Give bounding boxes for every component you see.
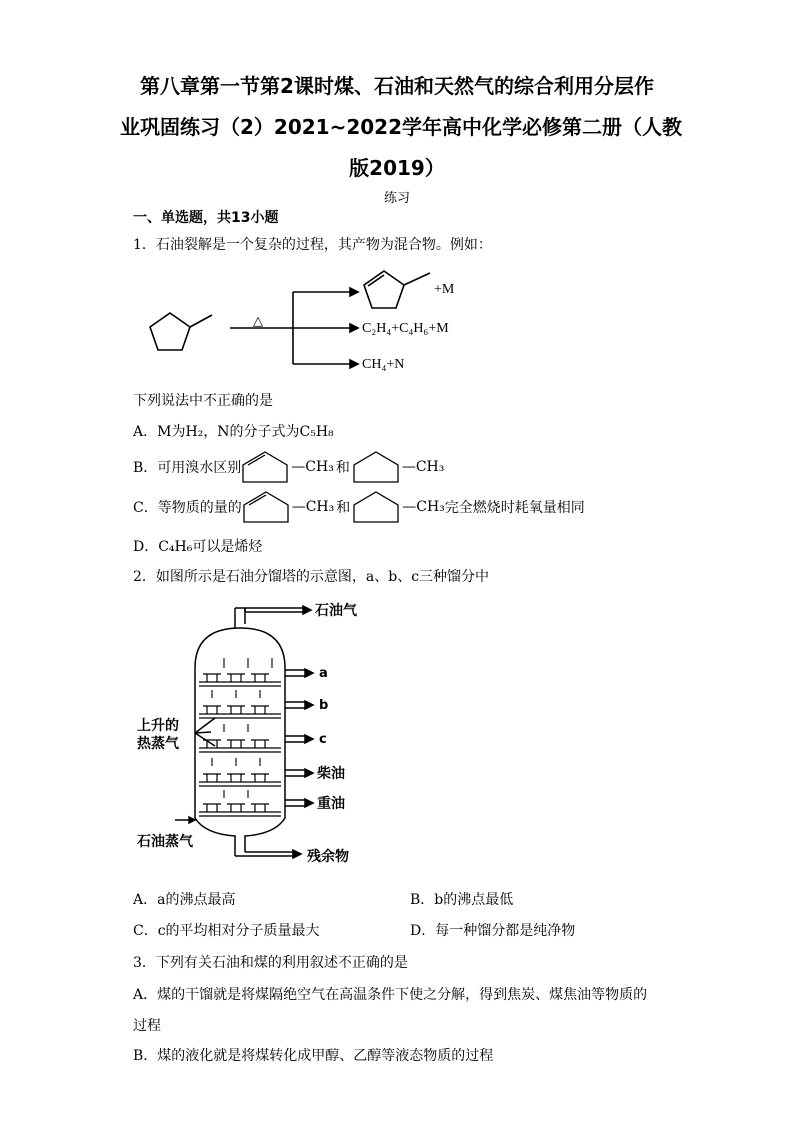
product-formula-bottom: CH₄+N (362, 357, 405, 372)
and-text: 和 (336, 500, 351, 516)
tray (199, 674, 281, 686)
q1-option-c[interactable] (133, 488, 585, 526)
tray (199, 740, 281, 752)
methylcyclopentene-structure (242, 489, 292, 525)
q1-option-b-text: B．可用溴水区别 (133, 460, 242, 476)
label-heavy-oil: 重油 (317, 796, 345, 812)
label-residue: 残余物 (307, 849, 349, 865)
label-petroleum-gas: 石油气 (315, 603, 357, 619)
section-heading: 一、单选题，共13小题 (133, 210, 279, 226)
q3-option-b[interactable]: B．煤的液化就是将煤转化成甲醇、乙醇等液态物质的过程 (133, 1048, 494, 1064)
distillation-tower-diagram (135, 598, 375, 868)
q1-option-c-suffix: 完全燃烧时耗氧量相同 (444, 500, 585, 516)
q3-option-a-line-1[interactable]: A．煤的干馏就是将煤隔绝空气在高温条件下使之分解，得到焦炭、煤焦油等物质的 (133, 987, 648, 1003)
q3-option-a-line-2[interactable]: 过程 (133, 1018, 161, 1034)
tray (199, 706, 281, 718)
label-c: c (319, 732, 327, 747)
label-rising-vapor-2: 热蒸气 (137, 736, 179, 752)
ch3-label: —CH₃ (291, 499, 335, 515)
cracking-scheme (140, 255, 480, 385)
label-b: b (319, 698, 329, 713)
title-line-3: 版2019） (349, 156, 445, 180)
product-formula-mid: C₂H₄+C₄H₆+M (362, 321, 449, 336)
q1-question: 下列说法中不正确的是 (133, 393, 273, 409)
and-text: 和 (335, 460, 350, 476)
methylcyclopentane-structure (352, 489, 402, 525)
methylcyclopentane-structure (352, 449, 402, 485)
q2-option-c[interactable]: C．c的平均相对分子质量最大 (133, 923, 320, 939)
document-title (120, 66, 683, 189)
title-line-1: 第八章第一节第2课时煤、石油和天然气的综合利用分层作 (140, 74, 654, 98)
label-rising-vapor-1: 上升的 (137, 718, 179, 734)
q1-stem: 1．石油裂解是一个复杂的过程，其产物为混合物。例如： (133, 237, 492, 253)
q3-stem: 3．下列有关石油和煤的利用叙述不正确的是 (133, 955, 408, 971)
title-line-2: 业巩固练习（2）2021~2022学年高中化学必修第二册（人教 (120, 115, 683, 139)
plus-m-label: +M (434, 282, 455, 297)
ch3-label: —CH₃ (401, 459, 445, 475)
q2-option-a[interactable]: A．a的沸点最高 (133, 892, 236, 908)
q1-option-a[interactable]: A．M为H₂，N的分子式为C₅H₈ (133, 424, 334, 440)
methylcyclopentene-structure (241, 449, 291, 485)
tray (199, 774, 281, 786)
tray (199, 804, 281, 816)
ch3-label: —CH₃ (402, 499, 445, 515)
ch3-label: —CH₃ (291, 459, 334, 475)
label-diesel: 柴油 (317, 766, 345, 782)
q2-stem: 2．如图所示是石油分馏塔的示意图，a、b、c三种馏分中 (133, 569, 490, 585)
q2-option-d[interactable]: D．每一种馏分都是纯净物 (410, 923, 576, 939)
q2-option-b[interactable]: B．b的沸点最低 (410, 892, 514, 908)
q1-option-d[interactable]: D．C₄H₆可以是烯烃 (133, 539, 263, 555)
methylcyclopentane-ring (150, 313, 190, 350)
subtitle: 练习 (383, 191, 410, 206)
label-petroleum-vapor: 石油蒸气 (137, 834, 193, 850)
rising-vapor-arrows (212, 658, 272, 798)
delta-symbol: △ (253, 314, 263, 329)
q1-option-c-text: C．等物质的量的 (133, 500, 242, 516)
methylcyclopentene-ring (364, 271, 404, 308)
label-a: a (319, 666, 328, 681)
q1-option-b[interactable] (133, 448, 444, 486)
